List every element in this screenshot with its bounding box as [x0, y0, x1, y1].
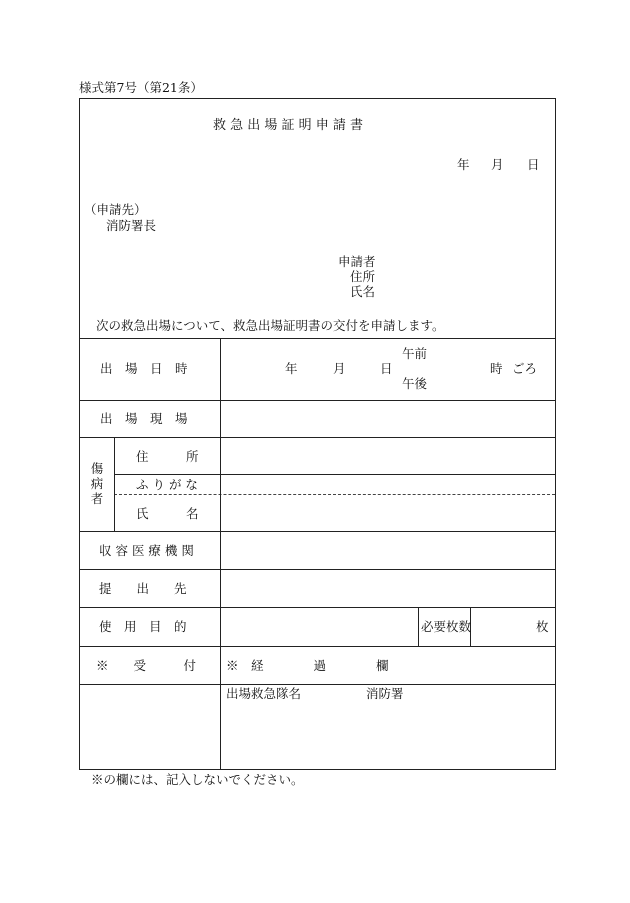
- date-day: 日: [527, 157, 540, 172]
- datetime-approx: ごろ: [512, 361, 538, 376]
- rule-patient-group: [114, 437, 115, 531]
- label-submit-to: 提 出 先: [99, 581, 187, 596]
- rule-after-hospital: [80, 569, 555, 570]
- copies-unit: 枚: [536, 619, 549, 634]
- rule-after-patient: [80, 531, 555, 532]
- rule-after-address: [114, 474, 555, 475]
- label-patient-group: 傷 病 者: [90, 461, 104, 506]
- rule-after-reception: [80, 684, 555, 685]
- rule-after-submit: [80, 607, 555, 608]
- label-hospital: 収 容 医 療 機 関: [99, 543, 194, 558]
- label-reception: ※ 受 付: [96, 658, 197, 673]
- label-unit-name: 出場救急隊名: [226, 686, 302, 701]
- rule-table-top: [80, 338, 555, 339]
- rule-after-datetime: [80, 400, 555, 401]
- request-text: 次の救急出場について、救急出場証明書の交付を申請します。: [96, 318, 445, 333]
- label-purpose: 使 用 目 的: [99, 619, 187, 634]
- footnote: ※の欄には、記入しないでください。: [91, 772, 304, 787]
- date-month: 月: [491, 157, 504, 172]
- label-dispatch-site: 出 場 現 場: [100, 411, 188, 426]
- rule-copies-left: [418, 607, 419, 646]
- label-patient-name: 氏 名: [136, 506, 199, 521]
- datetime-am: 午前: [402, 346, 428, 361]
- rule-after-site: [80, 437, 555, 438]
- datetime-day: 日: [380, 361, 393, 376]
- date-year: 年: [457, 157, 470, 172]
- rule-label-column: [220, 338, 221, 769]
- applicant-label: 申請者: [338, 254, 376, 269]
- datetime-pm: 午後: [402, 376, 428, 391]
- datetime-hour: 時: [490, 361, 503, 376]
- datetime-month: 月: [333, 361, 346, 376]
- label-station: 消防署: [366, 686, 404, 701]
- applicant-address-label: 住所: [350, 269, 376, 284]
- datetime-year: 年: [285, 361, 298, 376]
- rule-after-purpose: [80, 646, 555, 647]
- rule-furigana-dashed: [114, 494, 555, 495]
- label-progress: ※ 経 過 欄: [226, 658, 389, 673]
- form-reference: 様式第7号（第21条）: [79, 80, 203, 95]
- label-patient-furigana: ふ り が な: [136, 477, 198, 492]
- label-patient-address: 住 所: [136, 449, 199, 464]
- label-copies: 必要枚数: [421, 619, 472, 634]
- label-dispatch-datetime: 出 場 日 時: [100, 361, 188, 376]
- form-title: 救 急 出 場 証 明 申 請 書: [213, 118, 364, 133]
- applicant-name-label: 氏名: [350, 284, 376, 299]
- addressee-prefix: （申請先）: [84, 202, 147, 217]
- addressee-name: 消防署長: [106, 218, 157, 233]
